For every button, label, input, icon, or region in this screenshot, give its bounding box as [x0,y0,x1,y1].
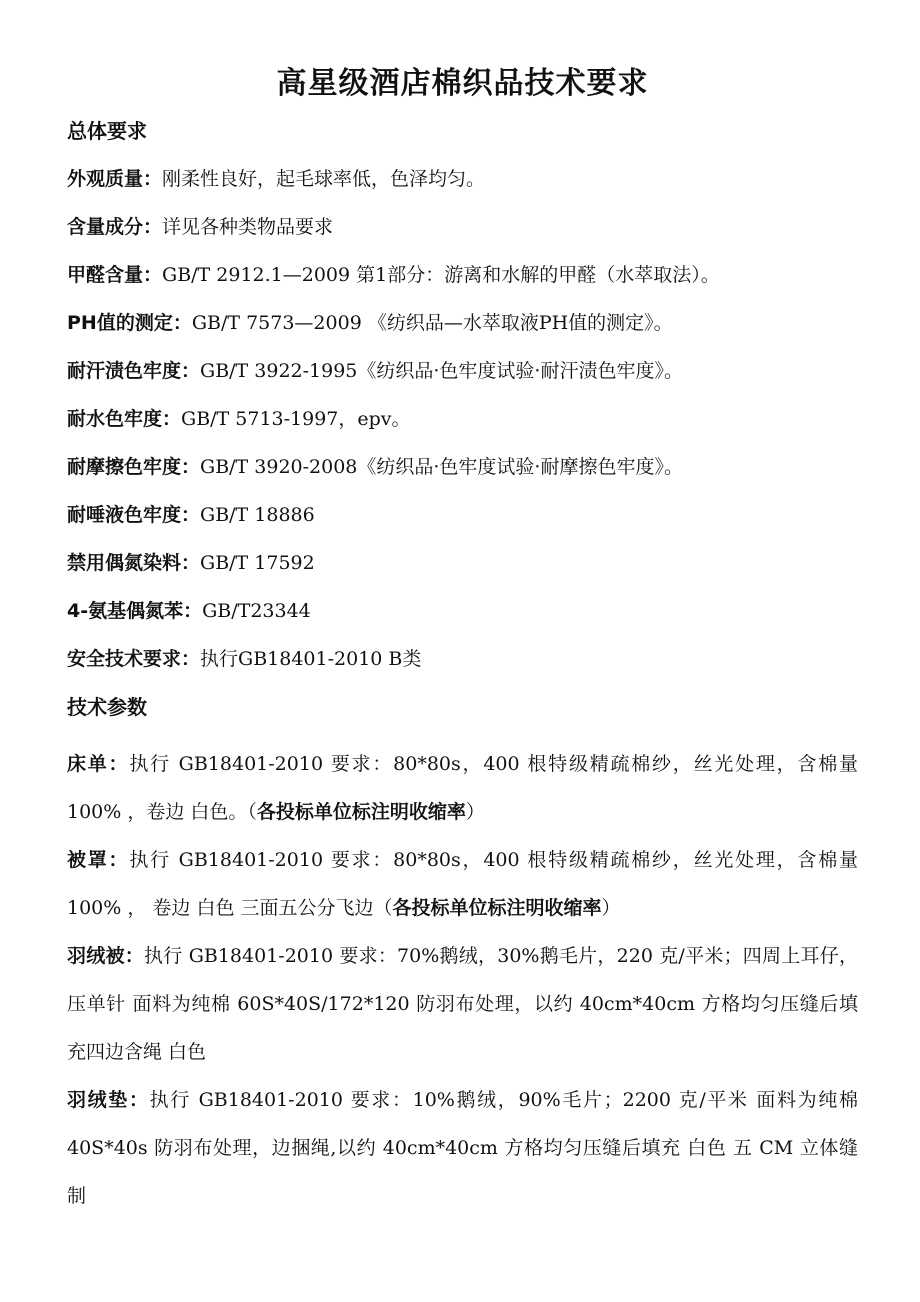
param-bold-note: 各投标单位标注明收缩率 [256,801,466,823]
requirement-label: 耐摩擦色牢度： [67,456,201,478]
param-label: 被罩： [67,849,130,871]
requirement-label: 安全技术要求： [67,648,201,670]
requirement-label: 耐水色牢度： [67,408,182,430]
requirement-label: 4-氨基偶氮苯： [67,600,203,622]
requirement-text: GB/T23344 [202,600,311,622]
requirement-text: GB/T 5713-1997，epv。 [181,408,411,430]
requirement-item [67,644,858,674]
requirement-text: GB/T 17592 [200,552,315,574]
requirement-label: 禁用偶氮染料： [67,552,201,574]
document-title: 高星级酒店棉织品技术要求 [276,66,649,101]
requirement-item [67,164,858,194]
requirement-item [67,548,858,578]
param-label: 羽绒垫： [67,1089,150,1111]
param-label: 床单： [67,753,130,775]
requirement-label: 外观质量： [67,168,163,190]
param-down-mattress-pad [67,1076,858,1220]
param-bed-sheet [67,740,858,836]
requirement-item [67,404,858,434]
requirement-label: 含量成分： [67,216,163,238]
requirement-text: GB/T 2912.1—2009 第1部分：游离和水解的甲醛（水萃取法）。 [162,264,720,286]
requirement-item [67,596,858,626]
requirement-item [67,212,858,242]
requirement-text: GB/T 3920-2008《纺织品·色牢度试验·耐摩擦色牢度》。 [200,456,683,478]
general-requirements-heading: 总体要求 [67,119,147,143]
requirement-item [67,356,858,386]
requirement-text: GB/T 7573—2009 《纺织品—水萃取液PH值的测定》。 [191,312,673,334]
param-text: 执行 GB18401-2010 要求：70%鹅绒，30%鹅毛片，220 克/平米；四周上耳仔，压单针 面料为纯棉 60S*40S/172*120 防羽布处理，以约 40cm*40cm 方格均匀压缝后填充四边含绳 白色 [67,945,858,1063]
param-label: 羽绒被： [67,945,144,967]
requirement-label: PH值的测定： [67,312,192,334]
requirement-item [67,452,858,482]
param-text: 执行 GB18401-2010 要求：80*80s，400 根特级精疏棉纱，丝光处理，含棉量 100% ， 卷边 白色 三面五公分飞边（ [67,849,858,919]
requirement-text: GB/T 3922-1995《纺织品·色牢度试验·耐汗渍色牢度》。 [200,360,683,382]
param-down-quilt [67,932,858,1076]
requirement-item [67,500,858,530]
requirement-text: 执行GB18401-2010 B类 [200,648,422,670]
technical-parameters-heading: 技术参数 [67,695,147,719]
param-tail: ） [601,897,621,919]
requirement-label: 耐汗渍色牢度： [67,360,201,382]
requirement-item [67,308,858,338]
requirement-item [67,260,858,290]
param-text: 执行 GB18401-2010 要求：10%鹅绒，90%毛片；2200 克/平米 面料为纯棉 40S*40s 防羽布处理，边捆绳,以约 40cm*40cm 方格均匀压缝后填充 白色 五 CM 立体缝制 [67,1089,858,1207]
param-duvet-cover [67,836,858,932]
param-tail: ） [465,801,485,823]
requirement-text: 刚柔性良好，起毛球率低，色泽均匀。 [162,168,486,190]
requirement-label: 耐唾液色牢度： [67,504,201,526]
requirement-text: GB/T 18886 [200,504,315,526]
requirement-label: 甲醛含量： [67,264,163,286]
param-text: 执行 GB18401-2010 要求：80*80s，400 根特级精疏棉纱，丝光处理，含棉量 100% ，卷边 白色。（ [67,753,858,823]
requirement-text: 详见各种类物品要求 [162,216,334,238]
param-bold-note: 各投标单位标注明收缩率 [392,897,602,919]
